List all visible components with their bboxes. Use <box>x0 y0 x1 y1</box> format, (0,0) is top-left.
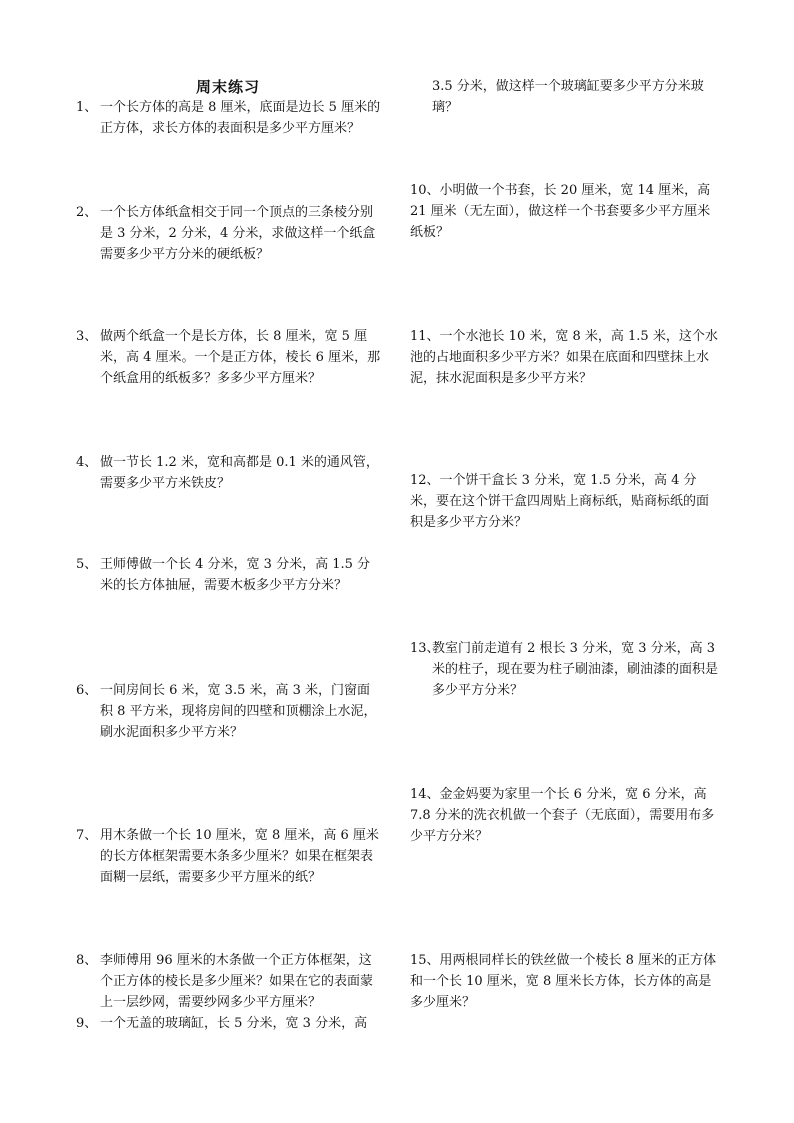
question-text: 11、一个水池长 10 米，宽 8 米，高 1.5 米，这个水池的占地面积多少平方米？如果在底面和四壁抹上水泥，抹水泥面积是多少平方米？ <box>410 329 718 386</box>
question-3 <box>76 326 382 389</box>
question-text: 15、用两根同样长的铁丝做一个棱长 8 厘米的正方体和一个长 10 厘米，宽 8 厘米长方体，长方体的高是多少厘米？ <box>410 953 717 1010</box>
question-5 <box>76 554 382 596</box>
question-text: 14、金金妈要为家里一个长 6 分米，宽 6 分米，高 7.8 分米的洗衣机做一个套子（无底面），需要用布多少平方分米？ <box>410 787 715 844</box>
question-text: 做一节长 1.2 米，宽和高都是 0.1 米的通风管，需要多少平方米铁皮？ <box>100 455 379 491</box>
question-text: 做两个纸盒一个是长方体，长 8 厘米，宽 5 厘米，高 4 厘米。一个是正方体，棱长 6 厘米，那个纸盒用的纸板多？多多少平方厘米？ <box>100 329 381 386</box>
question-13 <box>410 638 720 701</box>
question-number: 9、 <box>76 1016 98 1031</box>
question-10 <box>410 180 720 243</box>
question-1 <box>76 97 382 139</box>
question-text: 一个长方体的高是 8 厘米，底面是边长 5 厘米的正方体，求长方体的表面积是多少平方厘米？ <box>100 100 381 136</box>
question-text: 10、小明做一个书套，长 20 厘米，宽 14 厘米，高 21 厘米（无左面），做这样一个书套要多少平方厘米纸板？ <box>410 183 711 240</box>
question-number: 1、 <box>76 100 98 115</box>
question-15 <box>410 950 720 1013</box>
question-text: 一个无盖的玻璃缸，长 5 分米，宽 3 分米，高 <box>100 1016 368 1031</box>
question-text: 一间房间长 6 米，宽 3.5 米，高 3 米，门窗面积 8 平方米，现将房间的四壁和顶棚涂上水泥，刷水泥面积多少平方米？ <box>100 683 377 740</box>
question-2 <box>76 202 382 265</box>
question-14 <box>410 784 720 847</box>
question-number: 2、 <box>76 205 98 220</box>
question-text: 李师傅用 96 厘米的木条做一个正方体框架，这个正方体的棱长是多少厘米？如果在它的表面蒙上一层纱网，需要纱网多少平方厘米？ <box>100 953 374 1010</box>
question-text: 一个长方体纸盒相交于同一个顶点的三条棱分别是 3 分米，2 分米，4 分米，求做这样一个纸盒需要多少平方分米的硬纸板？ <box>100 205 376 262</box>
question-number: 3、 <box>76 329 98 344</box>
question-number: 13、 <box>410 641 440 656</box>
question-number: 6、 <box>76 683 98 698</box>
question-text: 王师傅做一个长 4 分米，宽 3 分米，高 1.5 分米的长方体抽屉，需要木板多少平方分米？ <box>100 557 371 593</box>
question-number: 8、 <box>76 953 98 968</box>
question-number: 7、 <box>76 828 98 843</box>
question-6 <box>76 680 382 743</box>
question-number: 5、 <box>76 557 98 572</box>
page-title: 周末练习 <box>196 78 261 96</box>
question-12 <box>410 470 720 533</box>
question-number: 4、 <box>76 455 98 470</box>
question-8 <box>76 950 382 1013</box>
question-11 <box>410 326 720 389</box>
question-text: 3.5 分米，做这样一个玻璃缸要多少平方分米玻璃？ <box>432 79 704 115</box>
question-text: 教室门前走道有 2 根长 3 分米，宽 3 分米，高 3 米的柱子，现在要为柱子刷油漆，刷油漆的面积是多少平方分米？ <box>432 641 719 698</box>
question-text: 12、一个饼干盒长 3 分米，宽 1.5 分米，高 4 分米，要在这个饼干盒四周贴上商标纸，贴商标纸的面积是多少平方分米？ <box>410 473 710 530</box>
question-9-continued <box>432 76 722 118</box>
question-text: 用木条做一个长 10 厘米，宽 8 厘米，高 6 厘米的长方体框架需要木条多少厘米？如果在框架表面糊一层纸，需要多少平方厘米的纸？ <box>100 828 379 885</box>
question-7 <box>76 825 382 888</box>
question-9 <box>76 1013 382 1034</box>
question-4 <box>76 452 382 494</box>
